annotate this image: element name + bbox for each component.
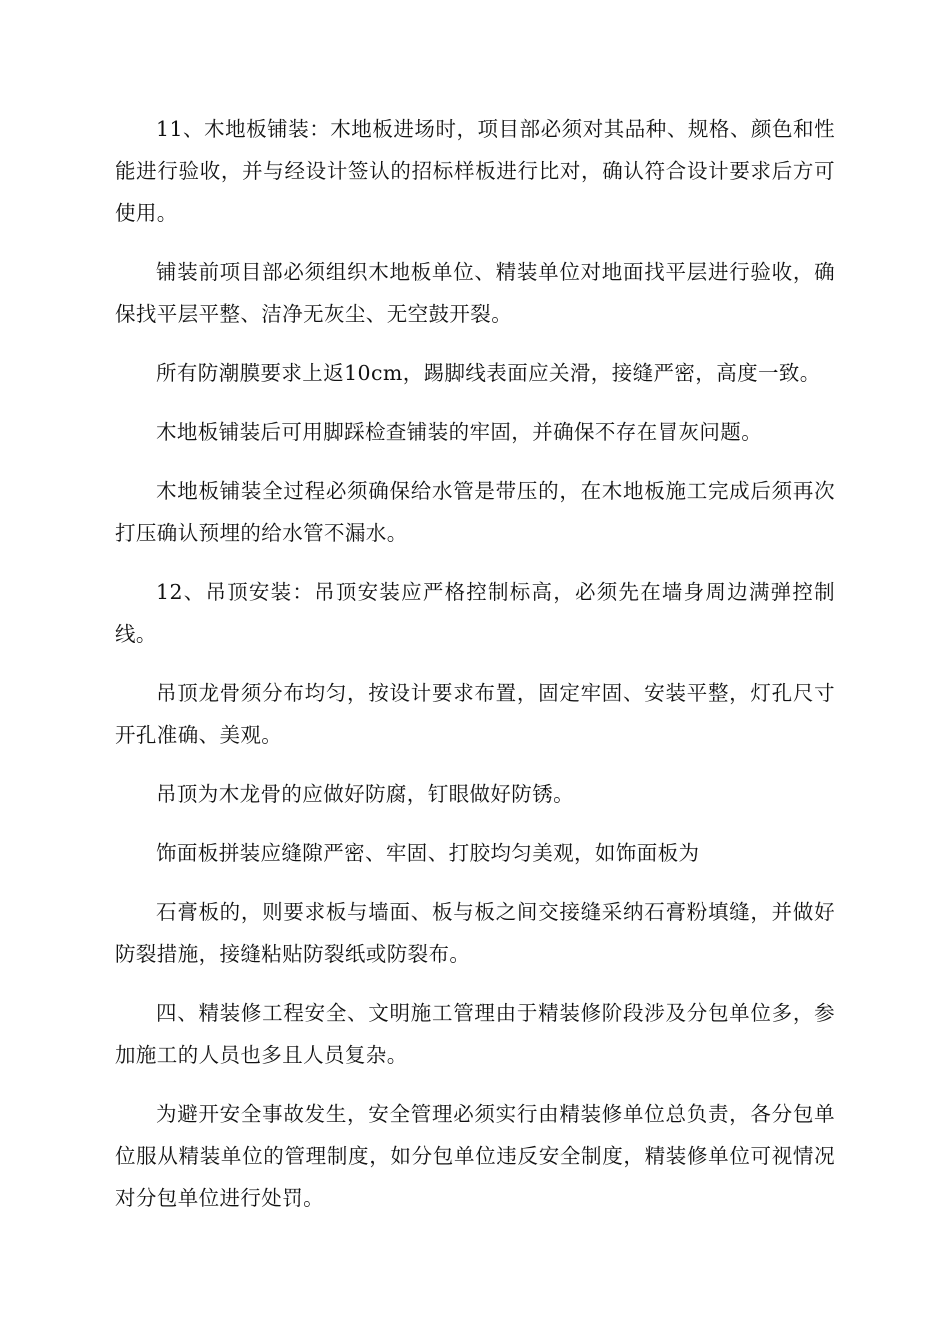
paragraph-safety-responsibility: 为避开安全事故发生，安全管理必须实行由精装修单位总负责，各分包单位服从精装单位的管理制度，如分包单位违反安全制度，精装修单位可视情况对分包单位进行处罚。 bbox=[115, 1102, 835, 1210]
paragraph-moisture-film: 所有防潮膜要求上返10cm，踢脚线表面应关滑，接缝严密，高度一致。 bbox=[156, 361, 821, 385]
paragraph-water-pipe-pressure: 木地板铺装全过程必须确保给水管是带压的，在木地板施工完成后须再次打压确认预埋的给水管不漏水。 bbox=[115, 479, 835, 545]
paragraph-ceiling-keel: 吊顶龙骨须分布均匀，按设计要求布置，固定牢固、安装平整，灯孔尺寸开孔准确、美观。 bbox=[115, 681, 835, 747]
paragraph-floor-firmness: 木地板铺装后可用脚踩检查铺装的牢固，并确保不存在冒灰问题。 bbox=[156, 420, 763, 444]
paragraph-safety-management: 四、精装修工程安全、文明施工管理由于精装修阶段涉及分包单位多，参加施工的人员也多且人员复杂。 bbox=[115, 1001, 835, 1067]
paragraph-gypsum-board: 石膏板的，则要求板与墙面、板与板之间交接缝采纳石膏粉填缝，并做好防裂措施，接缝粘贴防裂纸或防裂布。 bbox=[115, 900, 835, 966]
paragraph-wood-floor-acceptance: 11、木地板铺装：木地板进场时，项目部必须对其品种、规格、颜色和性能进行验收，并与经设计签认的招标样板进行比对，确认符合设计要求后方可使用。 bbox=[115, 117, 835, 225]
paragraph-ceiling-installation: 12、吊顶安装：吊顶安装应严格控制标高，必须先在墙身周边满弹控制线。 bbox=[115, 580, 835, 646]
paragraph-wood-keel-treatment: 吊顶为木龙骨的应做好防腐，钉眼做好防锈。 bbox=[156, 782, 574, 806]
paragraph-facing-panel: 饰面板拼装应缝隙严密、牢固、打胶均匀美观，如饰面板为 bbox=[156, 841, 700, 865]
paragraph-leveling-inspection: 铺装前项目部必须组织木地板单位、精装单位对地面找平层进行验收，确保找平层平整、洁净无灰尘、无空鼓开裂。 bbox=[115, 260, 835, 326]
document-body bbox=[115, 108, 835, 1236]
